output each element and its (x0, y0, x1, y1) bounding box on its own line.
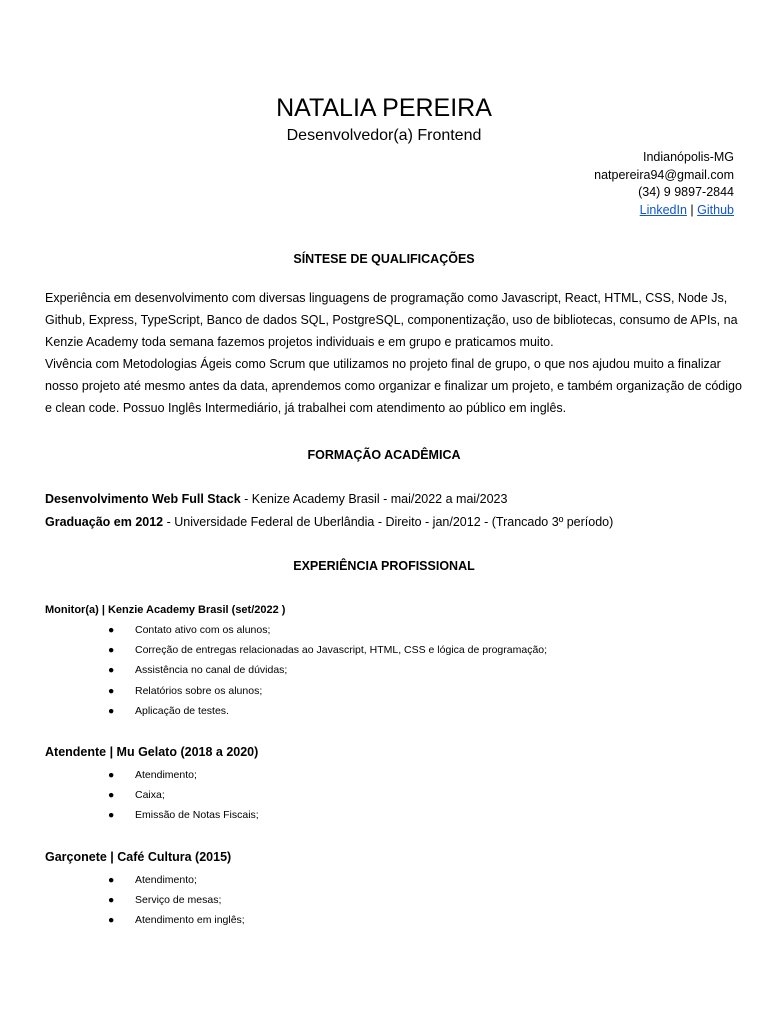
list-item (108, 910, 245, 930)
candidate-name: NATALIA PEREIRA (276, 94, 492, 122)
list-item (108, 640, 547, 660)
bullet-icon: ● (108, 664, 115, 677)
contact-email: natpereira94@gmail.com (594, 167, 734, 182)
list-item (108, 870, 245, 890)
candidate-role: Desenvolvedor(a) Frontend (286, 127, 482, 144)
summary-line: Github, Express, TypeScript, Banco de dados SQL, PostgreSQL, componentização, uso de bibliotecas, consumo de APIs, na (45, 313, 738, 327)
education-list (45, 488, 745, 533)
duty-text: Emissão de Notas Fiscais; (135, 809, 259, 822)
bullet-icon: ● (108, 684, 115, 697)
education-heading: FORMAÇÃO ACADÊMICA (307, 448, 461, 462)
list-item (108, 660, 547, 680)
duty-text: Contato ativo com os alunos; (135, 624, 271, 636)
contact-phone: (34) 9 9897-2844 (638, 185, 734, 199)
experience-heading: EXPERIÊNCIA PROFISSIONAL (293, 559, 475, 573)
education-item (45, 511, 745, 534)
contact-location: Indianópolis-MG (642, 150, 734, 164)
duty-text: Assistência no canal de dúvidas; (135, 664, 288, 677)
bullet-icon: ● (108, 704, 115, 717)
job-title: Monitor(a) | Kenzie Academy Brasil (set/2022 ) (45, 604, 286, 616)
duty-text: Aplicação de testes. (135, 704, 229, 717)
list-item (108, 765, 259, 785)
summary-line: Experiência em desenvolvimento com diversas linguagens de programação como Javascript, React, HTML, CSS, Node Js, (45, 291, 728, 305)
linkedin-link[interactable]: LinkedIn (639, 202, 687, 217)
education-detail: - Universidade Federal de Uberlândia - Direito - jan/2012 - (Trancado 3º período) (163, 514, 614, 529)
job-title: Atendente | Mu Gelato (2018 a 2020) (45, 745, 259, 759)
contact-block (594, 149, 734, 219)
education-detail: - Kenize Academy Brasil - mai/2022 a mai/2023 (240, 492, 508, 506)
summary-line: nosso projeto até mesmo antes da data, aprendemos como organizar e finalizar um projeto, e também organização de código (45, 379, 742, 393)
duty-text: Serviço de mesas; (135, 894, 222, 907)
education-item (45, 488, 745, 511)
bullet-icon: ● (108, 894, 115, 907)
education-title: Desenvolvimento Web Full Stack (45, 492, 241, 506)
summary-line: e clean code. Possuo Inglês Intermediário, já trabalhei com atendimento ao público em inglês. (45, 401, 567, 415)
education-title: Graduação em 2012 (45, 514, 164, 529)
list-item (108, 620, 547, 640)
job-duties-list (108, 620, 547, 721)
list-item (108, 805, 259, 825)
resume-header (0, 92, 768, 147)
bullet-icon: ● (108, 644, 115, 657)
bullet-icon: ● (108, 789, 115, 802)
list-item (108, 701, 547, 721)
summary-paragraph (45, 287, 745, 419)
duty-text: Relatórios sobre os alunos; (135, 684, 263, 697)
bullet-icon: ● (108, 874, 115, 886)
job-title: Garçonete | Café Cultura (2015) (45, 850, 232, 864)
github-link[interactable]: Github (697, 202, 734, 217)
duty-text: Atendimento; (135, 769, 197, 781)
job-duties-list (108, 870, 245, 931)
bullet-icon: ● (108, 914, 115, 927)
list-item (108, 890, 245, 910)
list-item (108, 785, 259, 805)
contact-links (594, 202, 734, 220)
summary-line: Vivência com Metodologias Ágeis como Scrum que utilizamos no projeto final de grupo, o que nos ajudou muito a finalizar (45, 357, 721, 371)
list-item (108, 681, 547, 701)
duty-text: Atendimento; (135, 874, 197, 886)
bullet-icon: ● (108, 769, 115, 781)
summary-line: Kenzie Academy toda semana fazemos projetos individuais e em grupo e praticamos muito. (45, 335, 554, 349)
duty-text: Caixa; (135, 789, 165, 802)
summary-heading: SÍNTESE DE QUALIFICAÇÕES (293, 252, 475, 266)
link-separator: | (690, 202, 694, 217)
duty-text: Atendimento em inglês; (135, 914, 245, 927)
bullet-icon: ● (108, 624, 115, 636)
job-duties-list (108, 765, 259, 826)
duty-text: Correção de entregas relacionadas ao Javascript, HTML, CSS e lógica de programação; (135, 644, 548, 657)
bullet-icon: ● (108, 809, 115, 822)
